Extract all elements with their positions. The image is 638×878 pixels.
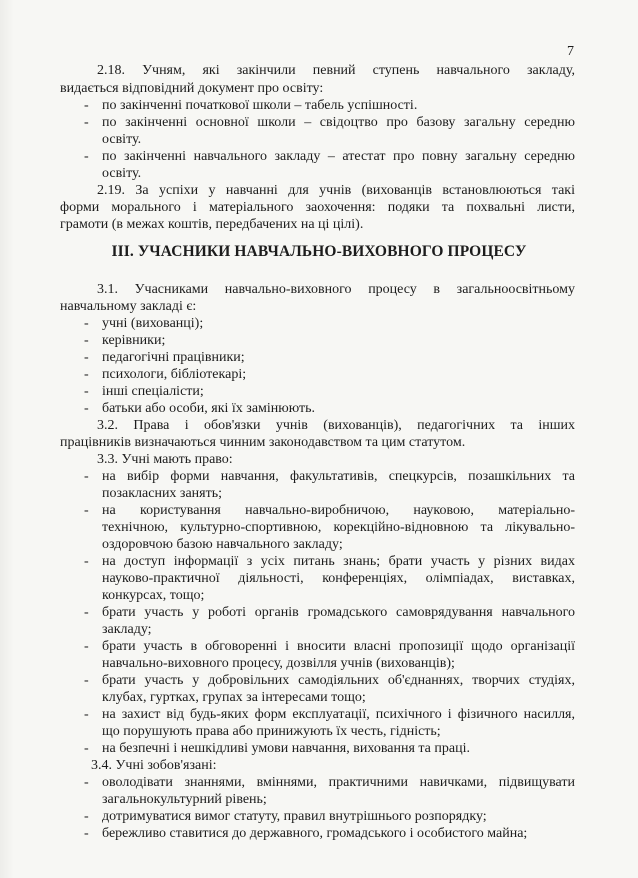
list-dash: - <box>84 316 89 331</box>
list-item: дотримуватися вимог статуту, правил внутрішнього розпорядку; <box>102 809 487 824</box>
list-item-cont: освіту. <box>102 132 142 147</box>
list-dash: - <box>84 775 89 790</box>
section-heading: ІІІ. УЧАСНИКИ НАВЧАЛЬНО-ВИХОВНОГО ПРОЦЕСУ <box>111 243 527 260</box>
paragraph-line: працівників визначаються чинним законодавством та цим статутом. <box>60 435 466 450</box>
list-item: брати участь в обговоренні і вносити власні пропозиції щодо організації <box>102 639 575 654</box>
list-item: бережливо ставитися до державного, громадського і особистого майна; <box>102 826 528 841</box>
paragraph-line: 2.19. За успіхи у навчанні для учнів (вихованців встановлюються такі <box>97 183 575 198</box>
list-dash: - <box>84 469 89 484</box>
list-dash: - <box>84 826 89 841</box>
list-item: на користування навчально-виробничою, науковою, матеріально- <box>102 503 575 518</box>
paragraph-line: навчальному закладі є: <box>60 299 197 314</box>
list-item: інші спеціалісти; <box>102 384 204 399</box>
paragraph-line: 3.4. Учні зобов'язані: <box>91 758 217 773</box>
list-dash: - <box>84 741 89 756</box>
list-item: на доступ інформації з усіх питань знань; брати участь у різних видах <box>102 554 575 569</box>
list-item-cont: навчально-виховного процесу, дозвілля учнів (вихованців); <box>102 656 455 671</box>
list-item: на вибір форми навчання, факультативів, спецкурсів, позашкільних та <box>102 469 575 484</box>
page-number: 7 <box>567 44 574 59</box>
list-dash: - <box>84 673 89 688</box>
list-item-cont: позакласних занять; <box>102 486 223 501</box>
list-item: по закінченні основної школи – свідоцтво про базову загальну середню <box>102 115 575 130</box>
list-dash: - <box>84 149 89 164</box>
list-dash: - <box>84 554 89 569</box>
list-dash: - <box>84 707 89 722</box>
list-item-cont: оздоровчою базою навчального закладу; <box>102 537 343 552</box>
list-dash: - <box>84 639 89 654</box>
list-dash: - <box>84 605 89 620</box>
list-item-cont: конкурсах, тощо; <box>102 588 205 603</box>
paragraph-line: 2.18. Учням, які закінчили певний ступень навчального закладу, <box>97 63 575 78</box>
list-item: брати участь у роботі органів громадського самоврядування навчального <box>102 605 575 620</box>
paragraph-line: грамоти (в межах коштів, передбачених на ці цілі). <box>60 217 364 232</box>
list-dash: - <box>84 98 89 113</box>
list-item-cont: науково-практичної діяльності, конференціях, олімпіадах, виставках, <box>102 571 575 586</box>
list-dash: - <box>84 333 89 348</box>
list-item-cont: загальнокультурний рівень; <box>102 792 267 807</box>
list-item: на захист від будь-яких форм експлуатації, психічного і фізичного насилля, <box>102 707 575 722</box>
list-item: по закінченні навчального закладу – атестат про повну загальну середню <box>102 149 575 164</box>
paragraph-line: 3.2. Права і обов'язки учнів (вихованців), педагогічних та інших <box>97 418 575 433</box>
list-item-cont: технічною, культурно-спортивною, корекційно-відновною та лікувально- <box>102 520 575 535</box>
list-item-cont: клубах, гуртках, групах за інтересами тощо; <box>102 690 366 705</box>
paragraph-line: 3.1. Учасниками навчально-виховного процесу в загальноосвітньому <box>97 282 575 297</box>
list-item: по закінченні початкової школи – табель успішності. <box>102 98 418 113</box>
list-item: педагогічні працівники; <box>102 350 245 365</box>
paragraph-line: видається відповідний документ про освіту: <box>60 81 324 96</box>
list-dash: - <box>84 115 89 130</box>
list-item: керівники; <box>102 333 166 348</box>
list-dash: - <box>84 384 89 399</box>
list-item: оволодівати знаннями, вміннями, практичними навичками, підвищувати <box>102 775 575 790</box>
list-item-cont: закладу; <box>102 622 152 637</box>
paragraph-line: 3.3. Учні мають право: <box>97 452 233 467</box>
list-dash: - <box>84 503 89 518</box>
list-item: учні (вихованці); <box>102 316 204 331</box>
list-item: на безпечні і нешкідливі умови навчання, виховання та праці. <box>102 741 470 756</box>
scan-edge-shadow <box>0 0 14 878</box>
list-dash: - <box>84 401 89 416</box>
list-dash: - <box>84 350 89 365</box>
paragraph-line: форми морального і матеріального заохочення: подяки та похвальні листи, <box>60 200 575 215</box>
list-item: психологи, бібліотекарі; <box>102 367 247 382</box>
list-dash: - <box>84 367 89 382</box>
list-dash: - <box>84 809 89 824</box>
list-item-cont: освіту. <box>102 166 142 181</box>
list-item-cont: що порушують права або принижують їх честь, гідність; <box>102 724 441 739</box>
list-item: брати участь у добровільних самодіяльних об'єднаннях, творчих студіях, <box>102 673 575 688</box>
list-item: батьки або особи, які їх замінюють. <box>102 401 316 416</box>
